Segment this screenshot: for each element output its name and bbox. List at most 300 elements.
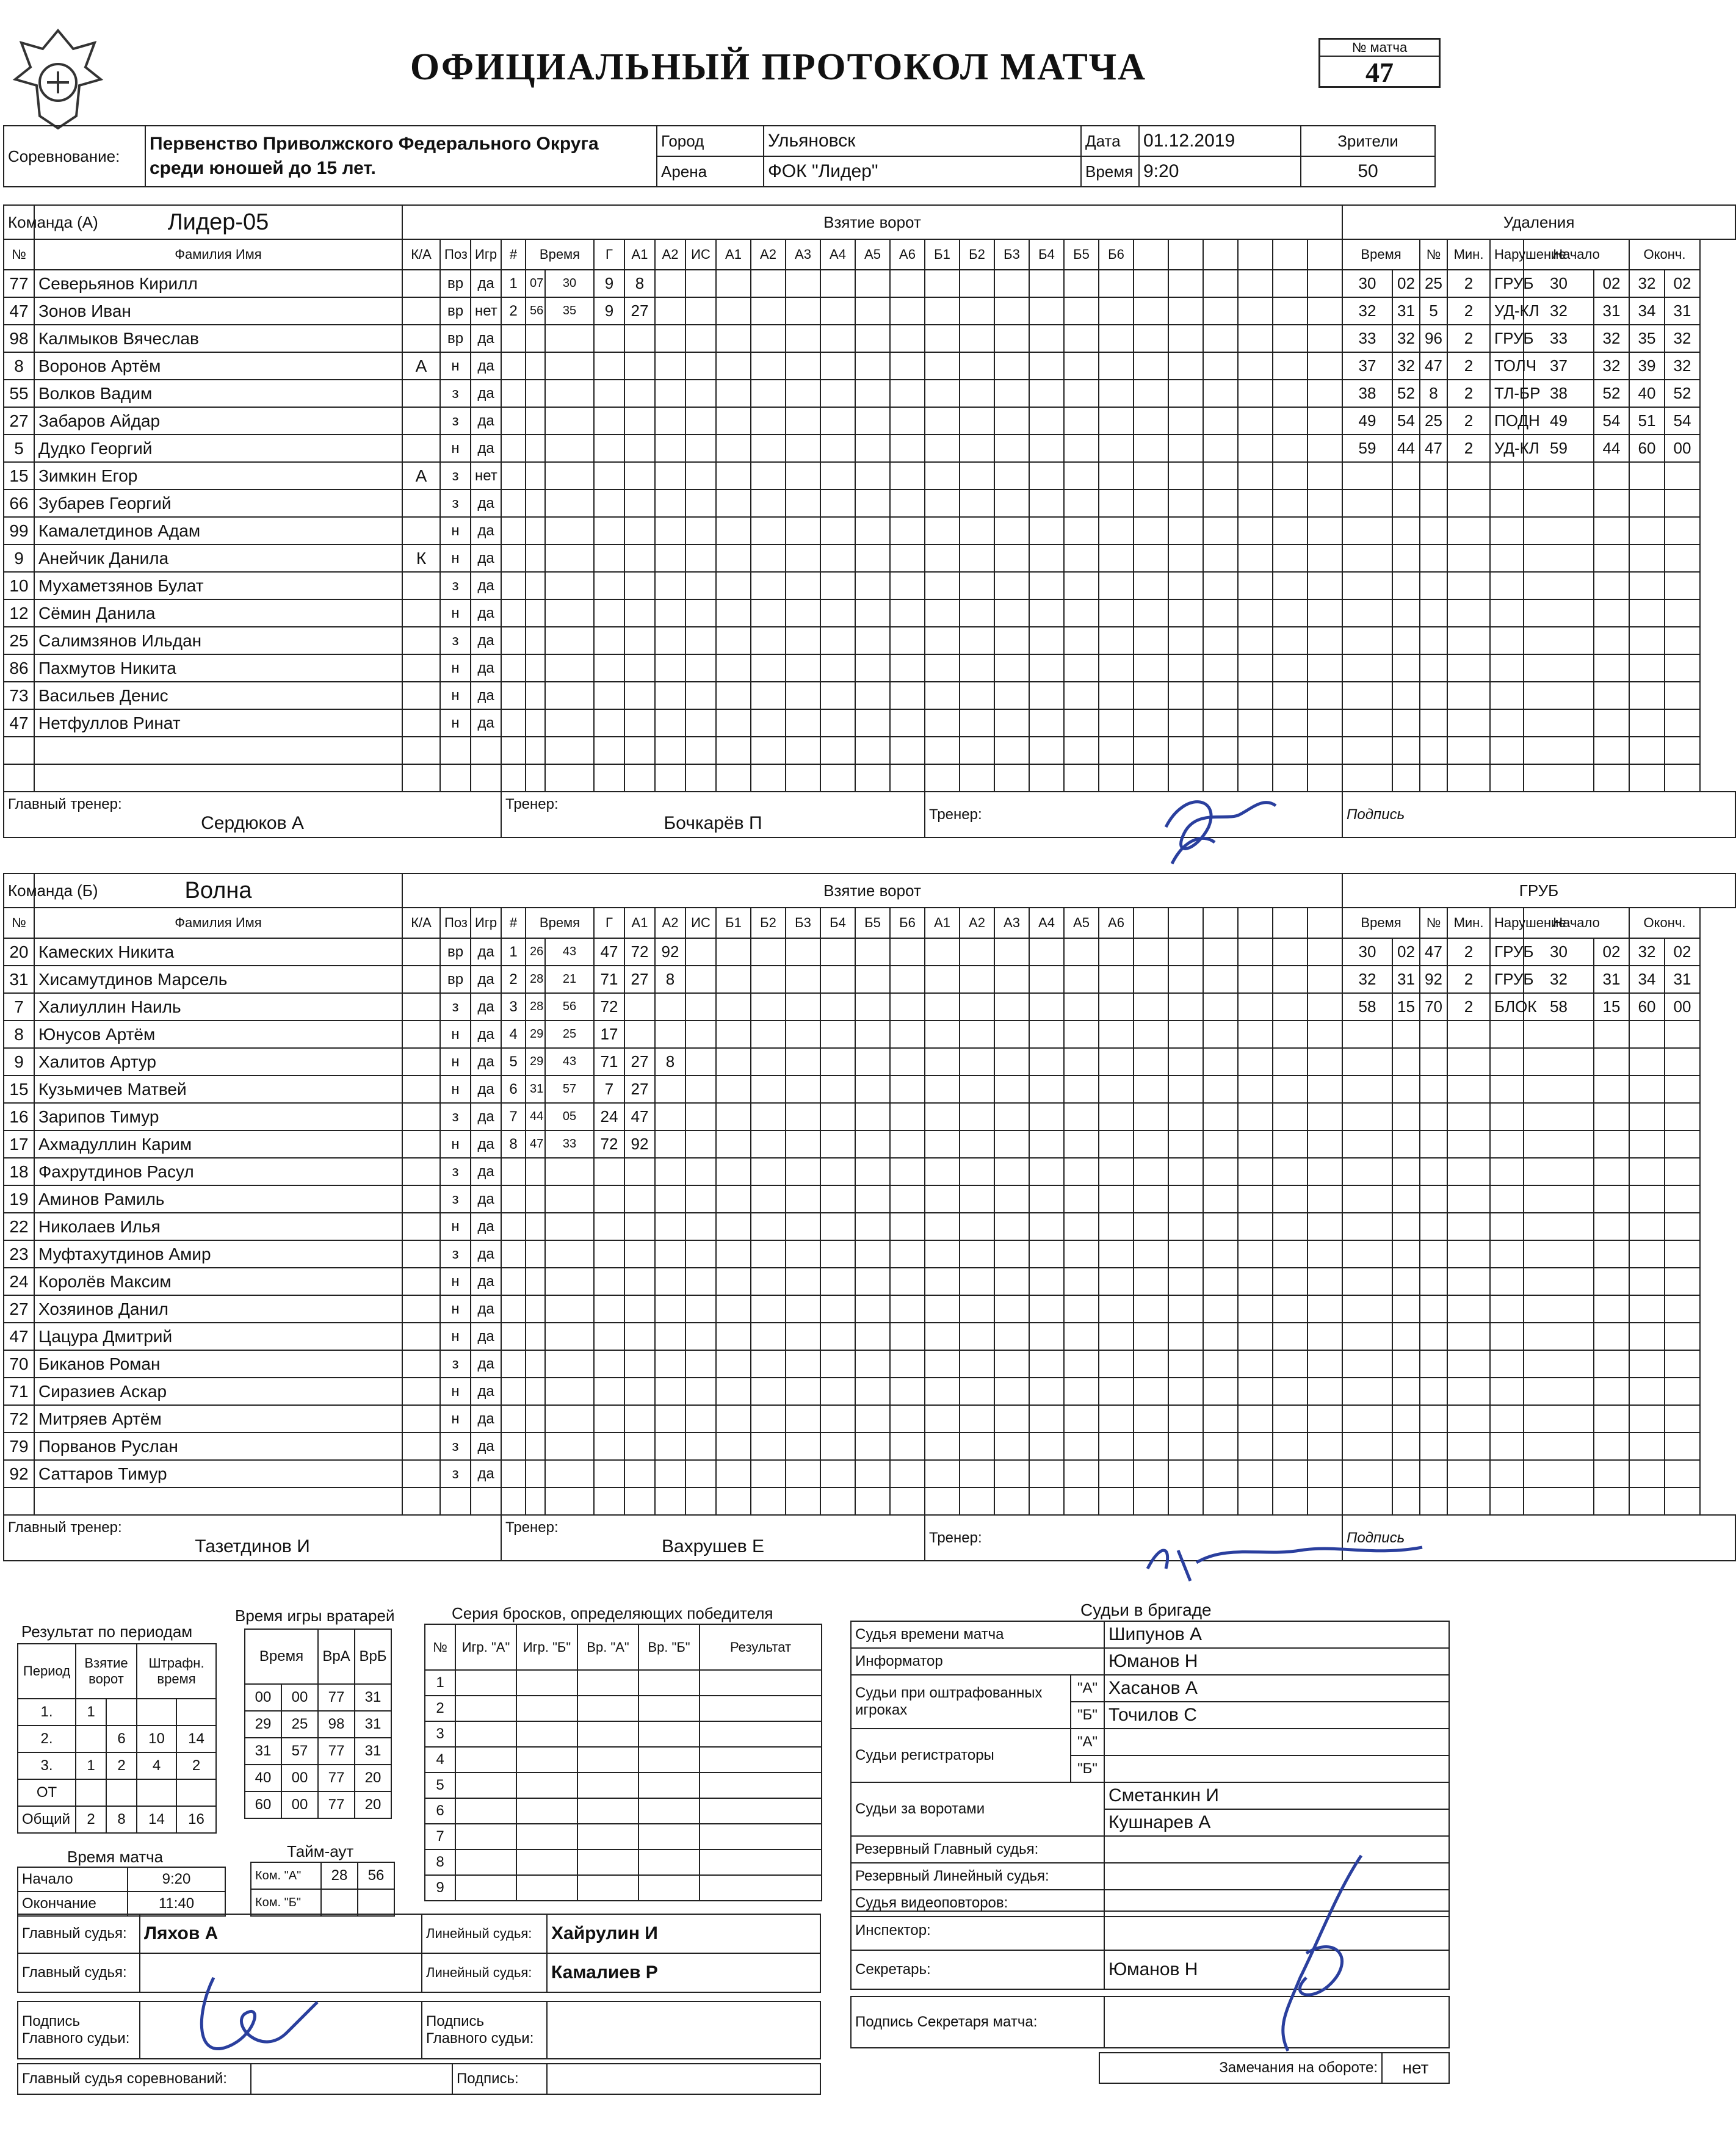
goalie-cell (1134, 1378, 1168, 1405)
signature-label: Подпись (1347, 806, 1405, 823)
penalty-num (1420, 572, 1447, 599)
goalie-time-m: 40 (245, 1765, 281, 1791)
goalie-cell (890, 1021, 925, 1048)
penalty-em: 60 (1629, 435, 1665, 462)
penalty-ss: 32 (1594, 325, 1629, 352)
goalie-cell (925, 1378, 960, 1405)
player-pos: з (440, 490, 471, 517)
goal-min (526, 1350, 545, 1378)
goalie-cell (1307, 938, 1342, 966)
goalie-cell (751, 1021, 786, 1048)
penalty-es (1665, 1295, 1700, 1323)
penalty-num: 25 (1420, 407, 1447, 435)
player-pos: вр (440, 297, 471, 325)
goal-is (685, 352, 716, 380)
penalty-ts: 54 (1392, 407, 1420, 435)
penalty-v (1490, 627, 1524, 654)
penalty-em: 34 (1629, 966, 1665, 993)
goal-number: 5 (501, 1048, 526, 1075)
penalty-es: 00 (1665, 993, 1700, 1021)
penalty-ss (1594, 682, 1629, 709)
team_a-h-gk-2: А3 (786, 239, 820, 270)
goalie-cell (1134, 1405, 1168, 1433)
penalty-tm (1342, 599, 1392, 627)
goalie-cell (820, 764, 855, 792)
goalie-cell (1029, 490, 1064, 517)
penalty-v (1490, 1075, 1524, 1103)
shootout-cell (638, 1773, 700, 1798)
penalty-tm (1342, 1350, 1392, 1378)
player-pos: з (440, 407, 471, 435)
goal-is (685, 966, 716, 993)
goal-g (594, 627, 624, 654)
goalie-cell (1203, 1405, 1238, 1433)
goalie-cell (751, 993, 786, 1021)
goal-is (685, 1021, 716, 1048)
goalie-cell (994, 764, 1029, 792)
goalie-cell (1307, 325, 1342, 352)
goalie-cell (751, 297, 786, 325)
penalty-num (1420, 599, 1447, 627)
goal-min (526, 462, 545, 490)
team_b-h-pnum: № (1420, 908, 1447, 938)
goalie-cell (1168, 270, 1203, 297)
team_b-h-gk-4: Б5 (855, 908, 890, 938)
goal-is (685, 1240, 716, 1268)
penalty-v (1490, 490, 1524, 517)
team_b-label: Команда (Б) (4, 873, 34, 908)
goalie-cell (786, 627, 820, 654)
goal-a2: 92 (655, 938, 685, 966)
penalty-ss: 44 (1594, 435, 1629, 462)
penalty-ss (1594, 764, 1629, 792)
goalie-cell (786, 1378, 820, 1405)
goalie-cell (1099, 654, 1134, 682)
goalie-cell (1064, 993, 1099, 1021)
goalie-cell (1099, 1378, 1134, 1405)
shootout-number: 3 (425, 1721, 455, 1747)
penalty-v (1490, 462, 1524, 490)
secretary: Юманов Н (1104, 1950, 1449, 1989)
penalty-es (1665, 1240, 1700, 1268)
goalie-cell (960, 1103, 994, 1130)
penalty-sm (1524, 764, 1594, 792)
player-pos: н (440, 1048, 471, 1075)
penalty-tm: 49 (1342, 407, 1392, 435)
goalie-cell (716, 517, 751, 544)
penalty-em (1629, 599, 1665, 627)
period-gb: 6 (106, 1726, 137, 1752)
goal-min (526, 1158, 545, 1185)
goalie-cell (751, 682, 786, 709)
player-name (34, 737, 402, 764)
team_b-h-gk-0: Б1 (716, 908, 751, 938)
goalie-cell (751, 1240, 786, 1268)
shootout-cell (577, 1798, 638, 1824)
player-name: Хисамутдинов Марсель (34, 966, 402, 993)
goalie-cell (716, 435, 751, 462)
goal-g (594, 1350, 624, 1378)
team_b-h-a1: А1 (624, 908, 655, 938)
goal-sec: 43 (545, 938, 594, 966)
penalty-ss: 32 (1594, 352, 1629, 380)
goalie-cell (1203, 325, 1238, 352)
goalie-cell (890, 325, 925, 352)
goal-min (526, 517, 545, 544)
goal-number (501, 1460, 526, 1488)
shootout-number: 9 (425, 1875, 455, 1901)
goalie-cell (1064, 1213, 1099, 1240)
player-plays: да (471, 1130, 501, 1158)
goalie-cell (925, 938, 960, 966)
goalie-cell (820, 1185, 855, 1213)
goalie-cell (1064, 1075, 1099, 1103)
penalty-em: 60 (1629, 993, 1665, 1021)
line-ref-label-2: Линейный судья: (422, 1953, 547, 1992)
goalie-cell (751, 270, 786, 297)
player-plays: да (471, 572, 501, 599)
spectators-label: Зрители (1301, 126, 1435, 156)
penalty-em (1629, 627, 1665, 654)
penalty-es: 31 (1665, 966, 1700, 993)
goalie-cell (1273, 599, 1307, 627)
table-row (425, 1773, 822, 1798)
penalty-min: 2 (1447, 966, 1490, 993)
player-plays: да (471, 325, 501, 352)
player-plays: да (471, 1433, 501, 1460)
goalie-cell (786, 572, 820, 599)
goalie-cell (994, 737, 1029, 764)
goalie-cell (960, 709, 994, 737)
goalie-cell (786, 654, 820, 682)
team_b-h-ka: К/А (402, 908, 440, 938)
player-plays: да (471, 380, 501, 407)
penalty-min: 2 (1447, 325, 1490, 352)
goalie-cell (716, 1268, 751, 1295)
goalie-cell (786, 1433, 820, 1460)
coach-label: Тренер: (505, 795, 559, 812)
goal-sec (545, 1240, 594, 1268)
goalie-cell (1064, 938, 1099, 966)
goalie-time-a: 98 (318, 1711, 355, 1738)
goalie-cell (855, 1433, 890, 1460)
penalty-num (1420, 1350, 1447, 1378)
player-number (4, 737, 34, 764)
goalie-cell (960, 517, 994, 544)
goal-min: 07 (526, 270, 545, 297)
table-row (425, 1696, 822, 1721)
goalie-cell (1134, 1213, 1168, 1240)
goalie-cell (960, 572, 994, 599)
goalie-cell (820, 435, 855, 462)
goalie-cell (994, 1213, 1029, 1240)
goal-min: 29 (526, 1048, 545, 1075)
goalie-cell (786, 1158, 820, 1185)
goalie-cell (716, 1213, 751, 1240)
line-ref-1: Хайрулин И (547, 1914, 820, 1953)
player-number: 5 (4, 435, 34, 462)
goalie-cell (994, 966, 1029, 993)
goalie-cell (716, 1185, 751, 1213)
team_a-h-pos: Поз (440, 239, 471, 270)
goal-judges-label: Судьи за воротами (851, 1782, 1104, 1836)
penalty-es (1665, 654, 1700, 682)
player-name: Муфтахутдинов Амир (34, 1240, 402, 1268)
goal-g (594, 352, 624, 380)
goalie-cell (1029, 1378, 1064, 1405)
goal-is (685, 1323, 716, 1350)
goal-a1 (624, 435, 655, 462)
goalie-cell (1134, 352, 1168, 380)
penalty-em: 40 (1629, 380, 1665, 407)
penalty-ts (1392, 709, 1420, 737)
team_a-label: Команда (А) (4, 205, 34, 239)
player-pos: н (440, 517, 471, 544)
goalie-cell (1134, 1268, 1168, 1295)
goal-is (685, 407, 716, 435)
player-name: Дудко Георгий (34, 435, 402, 462)
goalie-cell (786, 993, 820, 1021)
goal-min (526, 1295, 545, 1323)
penalty-ss (1594, 1021, 1629, 1048)
goalie-time-s: 00 (281, 1765, 318, 1791)
goalie-cell (1168, 654, 1203, 682)
table-row (4, 1185, 1735, 1213)
penalty-es (1665, 1075, 1700, 1103)
goal-number: 2 (501, 966, 526, 993)
arena-label: Арена (657, 156, 764, 187)
goal-number (501, 544, 526, 572)
penalty-ts (1392, 572, 1420, 599)
penalty-num: 5 (1420, 297, 1447, 325)
goalie-cell (994, 654, 1029, 682)
goalie-cell (925, 270, 960, 297)
team_b-h-blank (1134, 908, 1168, 938)
goalie-cell (1064, 462, 1099, 490)
goalie-cell (716, 380, 751, 407)
goalie-cell (1064, 682, 1099, 709)
shootout-cell (577, 1824, 638, 1849)
team_a-h-a2: А2 (655, 239, 685, 270)
player-pos: н (440, 1378, 471, 1405)
goal-min (526, 407, 545, 435)
goalie-cell (925, 1295, 960, 1323)
goalie-cell (1307, 1433, 1342, 1460)
player-pos: вр (440, 938, 471, 966)
period-pb (176, 1779, 216, 1806)
shootout-header: Игр. "А" (455, 1624, 516, 1670)
goalie-cell (786, 1048, 820, 1075)
penalty-tm (1342, 1103, 1392, 1130)
goalie-cell (1168, 1240, 1203, 1268)
goalie-cell (1099, 627, 1134, 654)
goalie-cell (1168, 1433, 1203, 1460)
goal-min (526, 599, 545, 627)
goalie-cell (1203, 682, 1238, 709)
goalie-cell (1273, 1488, 1307, 1515)
goal-number: 1 (501, 270, 526, 297)
goalie-cell (751, 599, 786, 627)
goalie-cell (1099, 572, 1134, 599)
penalty-num: 8 (1420, 380, 1447, 407)
penalty-num: 47 (1420, 352, 1447, 380)
goalie-cell (855, 1130, 890, 1158)
goal-is (685, 682, 716, 709)
table-row (245, 1711, 391, 1738)
goalie-cell (855, 1103, 890, 1130)
goalie-cell (786, 1185, 820, 1213)
penalty-es (1665, 1488, 1700, 1515)
penalty-v (1490, 1103, 1524, 1130)
goalie-cell (1168, 462, 1203, 490)
player-name: Зубарев Георгий (34, 490, 402, 517)
penalty-num (1420, 1323, 1447, 1350)
goalie-cell (1238, 966, 1273, 993)
goalie-cell (960, 627, 994, 654)
table-row (425, 1721, 822, 1747)
table-row (4, 938, 1735, 966)
goalie-cell (960, 1185, 994, 1213)
goalie-cell (786, 709, 820, 737)
goal-a2 (655, 1405, 685, 1433)
goalie-cell (960, 966, 994, 993)
player-number: 73 (4, 682, 34, 709)
goal-a2 (655, 325, 685, 352)
goalie-time-s: 57 (281, 1738, 318, 1765)
goalie-cell (1064, 297, 1099, 325)
penalty-num: 92 (1420, 966, 1447, 993)
player-number: 8 (4, 352, 34, 380)
goalie-cell (1029, 297, 1064, 325)
goalie-cell (1168, 709, 1203, 737)
goalie-time-table (244, 1628, 392, 1819)
goalie-cell (994, 1460, 1029, 1488)
goalie-cell (786, 297, 820, 325)
player-number: 47 (4, 297, 34, 325)
goalie-cell (716, 1048, 751, 1075)
penalty-ts (1392, 1185, 1420, 1213)
player-ka (402, 1433, 440, 1460)
penalty-v (1490, 1488, 1524, 1515)
goalie-cell (751, 1378, 786, 1405)
penalty-em (1629, 1240, 1665, 1268)
goal-is (685, 517, 716, 544)
goalie-cell (1099, 325, 1134, 352)
goalie-cell (820, 1350, 855, 1378)
goalie-cell (855, 462, 890, 490)
goalie-cell (1134, 966, 1168, 993)
penalty-v (1490, 764, 1524, 792)
goalie-cell (1168, 352, 1203, 380)
player-name: Саттаров Тимур (34, 1460, 402, 1488)
team_a-h-gk-7: Б2 (960, 239, 994, 270)
team_a-h-plays: Игр (471, 239, 501, 270)
player-pos: н (440, 1323, 471, 1350)
goalie-cell (751, 764, 786, 792)
table-row (4, 1048, 1735, 1075)
goalie-cell (960, 490, 994, 517)
shootout-cell (577, 1747, 638, 1773)
goal-min (526, 627, 545, 654)
player-number: 92 (4, 1460, 34, 1488)
penalty-min (1447, 1021, 1490, 1048)
penalty-min (1447, 517, 1490, 544)
player-name: Забаров Айдар (34, 407, 402, 435)
goalie-cell (1029, 1460, 1064, 1488)
penalty-min (1447, 1185, 1490, 1213)
goalie-time-b: 20 (355, 1791, 391, 1818)
goal-a1 (624, 380, 655, 407)
goalie-cell (1238, 1323, 1273, 1350)
head-coach-label: Главный тренер: (8, 795, 122, 812)
goal-min (526, 764, 545, 792)
team_b-h-gk-3: Б4 (820, 908, 855, 938)
player-pos: з (440, 993, 471, 1021)
goalie-cell (751, 1213, 786, 1240)
goal-is (685, 544, 716, 572)
goalie-cell (994, 490, 1029, 517)
player-pos: з (440, 380, 471, 407)
total-pim-b: 16 (176, 1806, 216, 1833)
penalty-tm: 59 (1342, 435, 1392, 462)
goalie-cell (960, 1378, 994, 1405)
goalie-cell (994, 1433, 1029, 1460)
goalie-cell (890, 435, 925, 462)
goalie-cell (820, 1130, 855, 1158)
penalty-ss (1594, 709, 1629, 737)
goalie-cell (1168, 1460, 1203, 1488)
penalty-min: 2 (1447, 993, 1490, 1021)
penalty-ss (1594, 1048, 1629, 1075)
penalty-ss: 02 (1594, 270, 1629, 297)
goalie-cell (890, 1405, 925, 1433)
goalie-cell (716, 462, 751, 490)
penalty-es (1665, 737, 1700, 764)
goalie-cell (1099, 1433, 1134, 1460)
goalie-cell (1134, 1103, 1168, 1130)
goalie-cell (820, 1103, 855, 1130)
goalie-cell (1307, 407, 1342, 435)
goalie-cell (890, 1295, 925, 1323)
player-ka (402, 572, 440, 599)
main-ref-label: Главный судья: (18, 1914, 140, 1953)
goalie-cell (1029, 1433, 1064, 1460)
player-name: Биканов Роман (34, 1350, 402, 1378)
penalty-min (1447, 1405, 1490, 1433)
goal-g (594, 737, 624, 764)
penalty-ss (1594, 1158, 1629, 1185)
player-name: Халитов Артур (34, 1048, 402, 1075)
penalty-tm (1342, 1405, 1392, 1433)
goalie-cell (1273, 1103, 1307, 1130)
table-row (425, 1798, 822, 1824)
penalty-v: УД-КЛ (1490, 435, 1524, 462)
coach-label: Тренер: (505, 1519, 559, 1536)
player-name (34, 1488, 402, 1515)
goalie-cell (890, 654, 925, 682)
goalie-cell (1203, 407, 1238, 435)
goalie-cell (1203, 270, 1238, 297)
goal-a2 (655, 572, 685, 599)
goal-a1 (624, 1378, 655, 1405)
goalie-cell (1064, 1048, 1099, 1075)
city-label: Город (657, 126, 764, 156)
penalty-es (1665, 462, 1700, 490)
goal-a2 (655, 435, 685, 462)
goalie-cell (1099, 599, 1134, 627)
penalty-box-b: Точилов С (1104, 1702, 1449, 1729)
goalie-cell (1134, 938, 1168, 966)
